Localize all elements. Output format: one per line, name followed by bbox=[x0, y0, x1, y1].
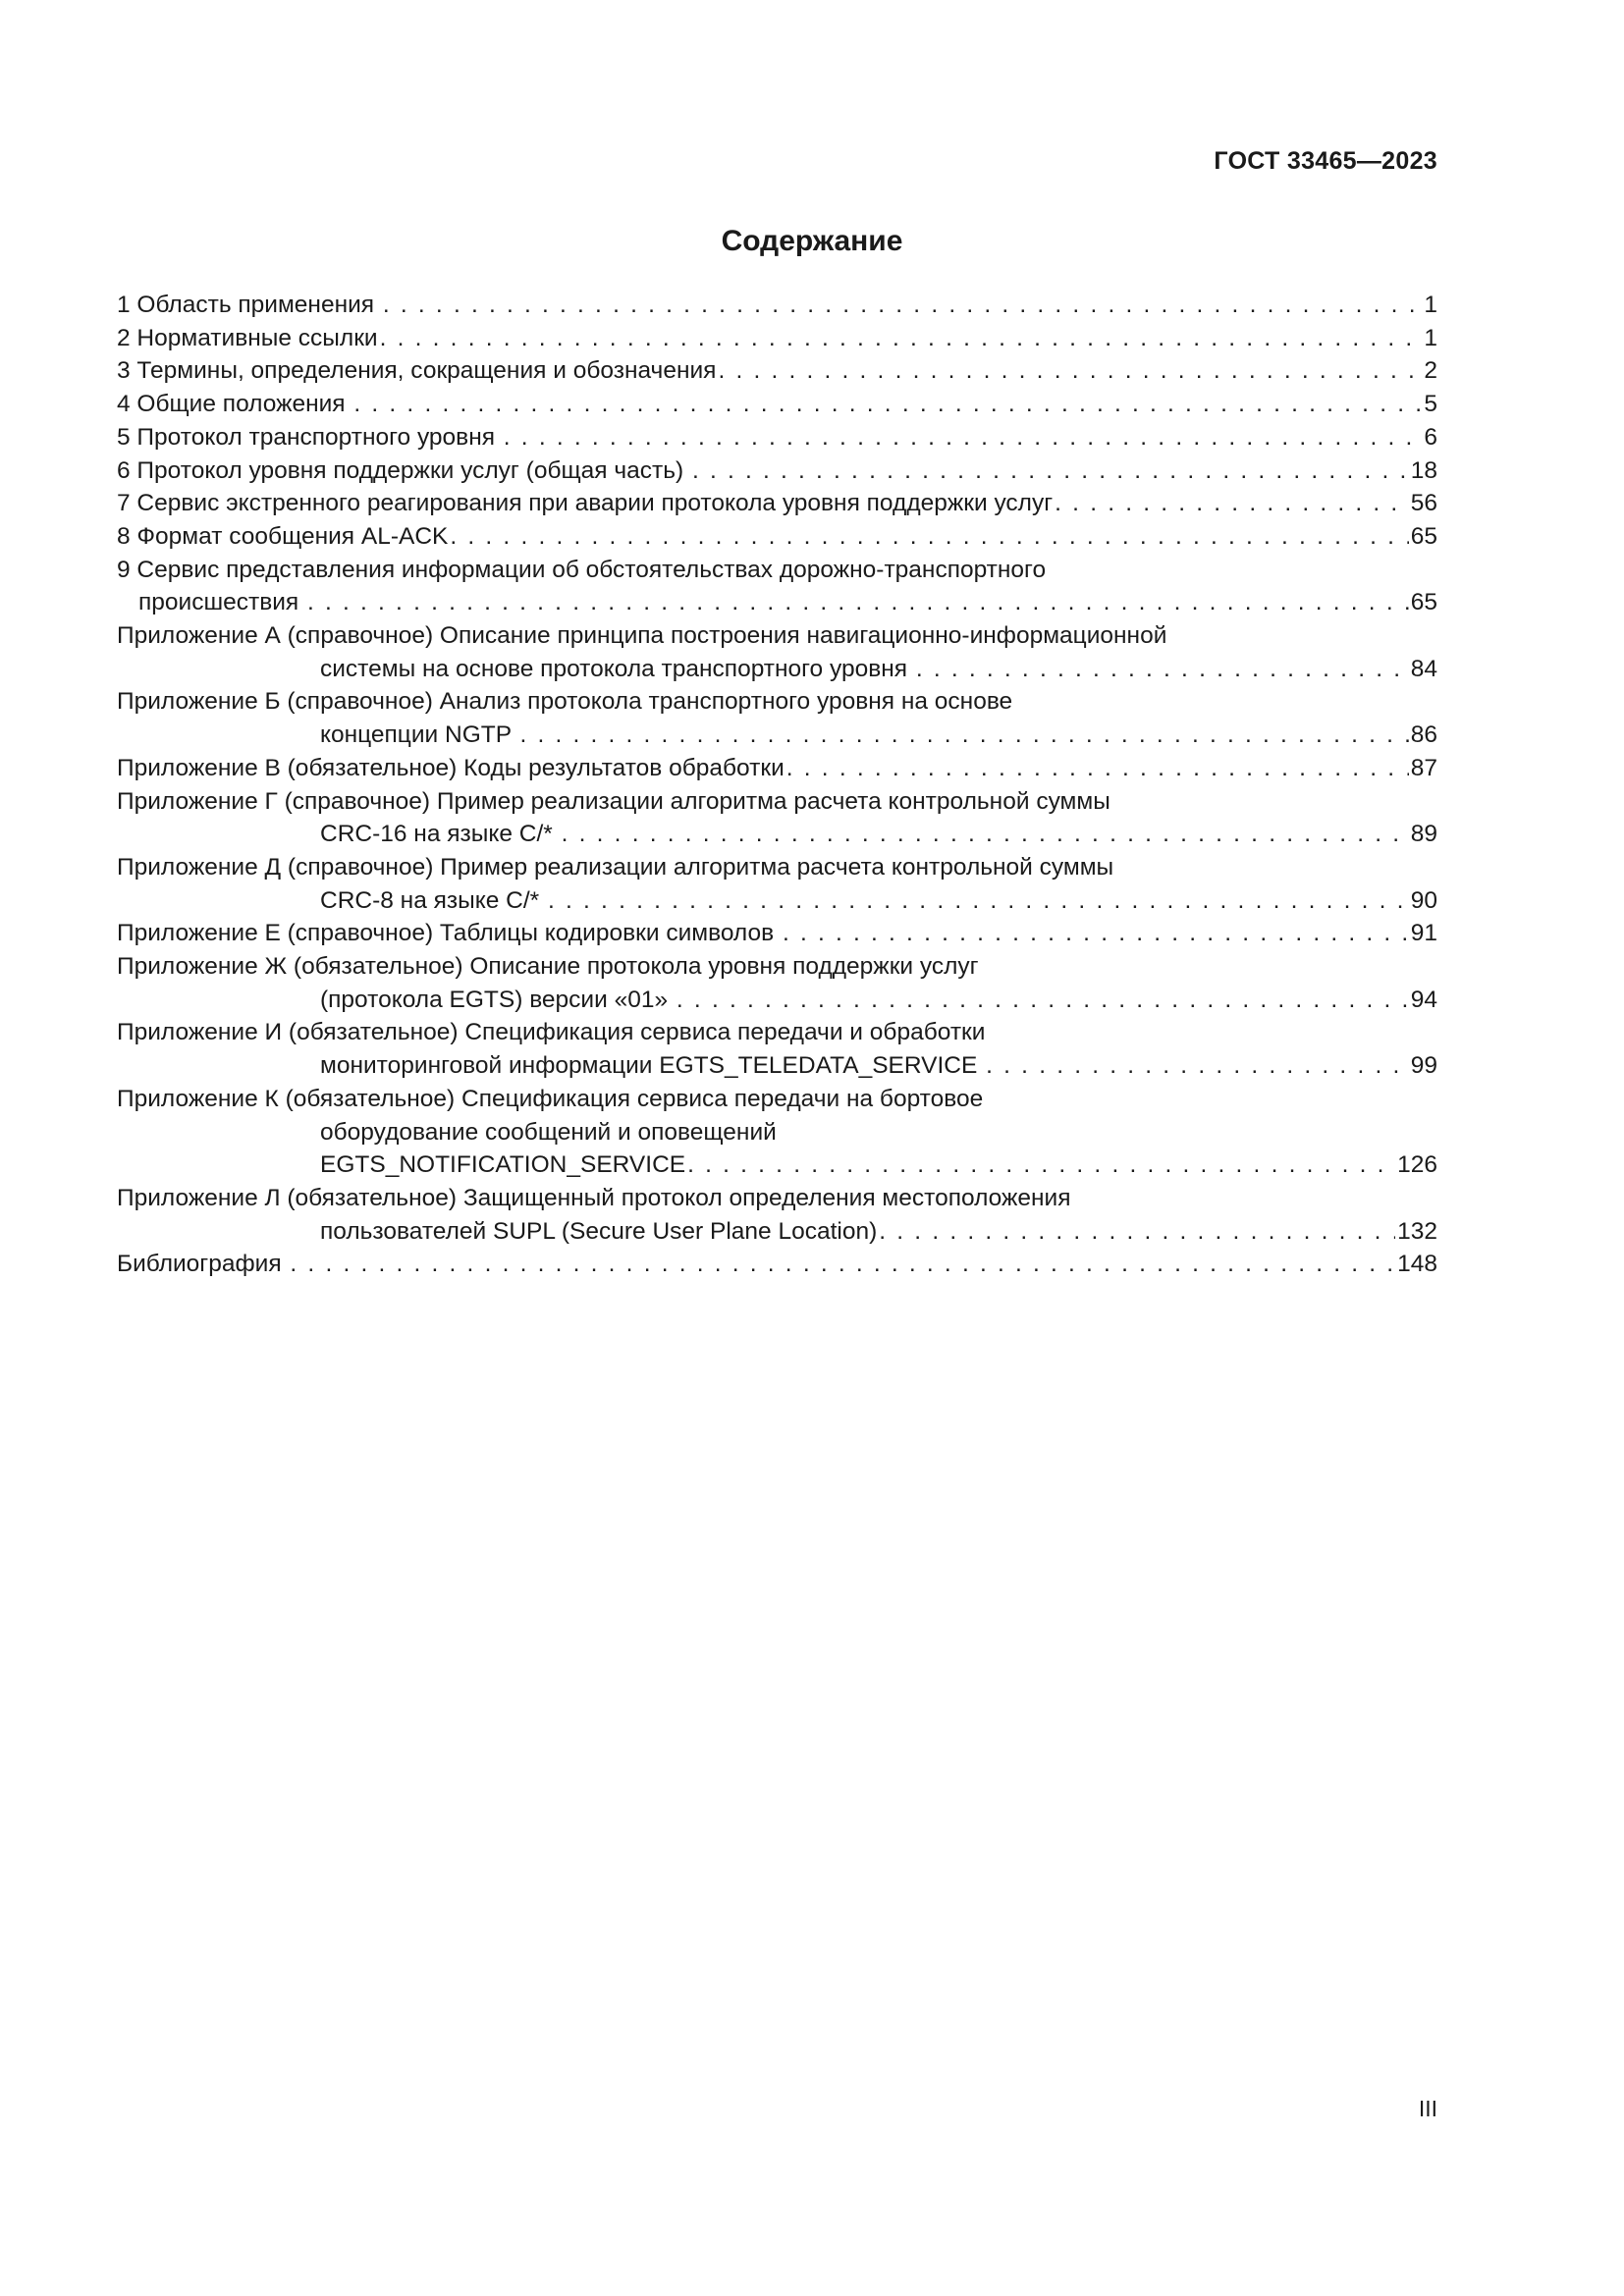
toc-leader-dots bbox=[450, 520, 1408, 554]
toc-entry-page: 89 bbox=[1410, 821, 1437, 848]
toc-leader-dots bbox=[677, 984, 1409, 1017]
toc-entry[interactable] bbox=[117, 917, 1437, 950]
toc-entry-title: Приложение И (обязательное) Спецификация сервиса передачи и обработки bbox=[117, 1019, 986, 1046]
toc-entry-line bbox=[117, 1083, 1437, 1116]
toc-leader-dots bbox=[692, 454, 1409, 488]
toc-entry-title: 7 Сервис экстренного реагирования при аварии протокола уровня поддержки услуг bbox=[117, 490, 1054, 517]
toc-entry-page: 86 bbox=[1410, 721, 1437, 749]
toc-entry-line bbox=[117, 487, 1437, 520]
toc-entry-line bbox=[117, 884, 1437, 918]
toc-leader-dots bbox=[687, 1148, 1395, 1182]
toc-entry-title: Приложение Д (справочное) Пример реализации алгоритма расчета контрольной суммы bbox=[117, 853, 1114, 881]
toc-entry[interactable] bbox=[117, 520, 1437, 554]
toc-entry[interactable] bbox=[117, 950, 1437, 1016]
toc-entry-title: концепции NGTP bbox=[320, 721, 518, 749]
toc-entry-line bbox=[117, 1016, 1437, 1049]
toc-entry-page: 84 bbox=[1410, 655, 1437, 682]
toc-entry[interactable] bbox=[117, 388, 1437, 421]
toc-entry-line bbox=[117, 950, 1437, 984]
toc-leader-dots bbox=[383, 289, 1422, 322]
toc-entry-line bbox=[117, 1182, 1437, 1215]
toc-leader-dots bbox=[986, 1049, 1409, 1083]
toc-leader-dots bbox=[1055, 487, 1409, 520]
page-number: III bbox=[1418, 2096, 1437, 2121]
toc-entry[interactable] bbox=[117, 421, 1437, 454]
toc-entry-page: 18 bbox=[1410, 456, 1437, 484]
toc-title: Содержание bbox=[721, 225, 903, 257]
toc-entry-line bbox=[117, 520, 1437, 554]
toc-entry[interactable] bbox=[117, 354, 1437, 388]
toc-entry-title: CRC-8 на языке С/* bbox=[320, 886, 547, 914]
toc-entry-line bbox=[117, 1148, 1437, 1182]
toc-entry-title: Приложение Е (справочное) Таблицы кодировки символов bbox=[117, 920, 781, 947]
toc-leader-dots bbox=[353, 388, 1422, 421]
toc-entry[interactable] bbox=[117, 454, 1437, 488]
toc-entry-line bbox=[117, 289, 1437, 322]
toc-leader-dots bbox=[519, 719, 1408, 752]
toc-entry-title: (протокола EGTS) версии «01» bbox=[320, 986, 675, 1013]
toc-entry-title: 2 Нормативные ссылки bbox=[117, 324, 378, 351]
toc-entry-page: 56 bbox=[1410, 490, 1437, 517]
toc-entry-title: CRC-16 на языке С/* bbox=[320, 821, 560, 848]
toc-entry-page: 99 bbox=[1410, 1052, 1437, 1080]
toc-entry[interactable] bbox=[117, 685, 1437, 751]
toc-entry-title: 8 Формат сообщения AL-ACK bbox=[117, 522, 449, 550]
toc-entry-line bbox=[117, 1215, 1437, 1249]
toc-entry-title: Приложение К (обязательное) Спецификация сервиса передачи на бортовое bbox=[117, 1085, 984, 1112]
toc-entry-page: 6 bbox=[1424, 423, 1437, 451]
toc-entry-line bbox=[117, 388, 1437, 421]
toc-leader-dots bbox=[548, 884, 1409, 918]
toc-entry-line bbox=[117, 421, 1437, 454]
toc-entry-page: 65 bbox=[1410, 522, 1437, 550]
toc-entry-line bbox=[117, 1049, 1437, 1083]
toc-entry-title: Приложение Ж (обязательное) Описание протокола уровня поддержки услуг bbox=[117, 953, 979, 981]
toc-entry-page: 1 bbox=[1424, 324, 1437, 351]
toc-entry-title: Приложение В (обязательное) Коды результатов обработки bbox=[117, 754, 785, 781]
toc-leader-dots bbox=[380, 322, 1423, 355]
toc-entry-line bbox=[117, 354, 1437, 388]
toc-entry-page: 5 bbox=[1424, 391, 1437, 418]
toc-entry-page: 87 bbox=[1410, 754, 1437, 781]
toc-entry-line bbox=[117, 619, 1437, 653]
toc-entry-title: 9 Сервис представления информации об обстоятельствах дорожно-транспортного bbox=[117, 556, 1047, 583]
toc-entry-line bbox=[117, 818, 1437, 851]
toc-leader-dots bbox=[916, 653, 1409, 686]
toc-entry-page: 126 bbox=[1397, 1151, 1437, 1179]
toc-entry-title: 4 Общие положения bbox=[117, 391, 352, 418]
toc-entry-line bbox=[117, 1116, 1437, 1149]
toc-entry-line bbox=[117, 785, 1437, 819]
toc-entry-line bbox=[117, 653, 1437, 686]
toc-entry-title: происшествия bbox=[138, 589, 305, 616]
toc-entry-line bbox=[117, 554, 1437, 587]
toc-entry-title: Приложение А (справочное) Описание принципа построения навигационно-информационной bbox=[117, 622, 1167, 650]
toc-entry-title: 6 Протокол уровня поддержки услуг (общая часть) bbox=[117, 456, 690, 484]
table-of-contents bbox=[117, 289, 1437, 1281]
toc-entry-title: 3 Термины, определения, сокращения и обозначения bbox=[117, 357, 717, 385]
toc-entry[interactable] bbox=[117, 1016, 1437, 1082]
toc-entry-title: 5 Протокол транспортного уровня bbox=[117, 423, 502, 451]
toc-entry-page: 132 bbox=[1397, 1217, 1437, 1245]
toc-entry[interactable] bbox=[117, 1083, 1437, 1182]
toc-leader-dots bbox=[879, 1215, 1395, 1249]
toc-entry-page: 91 bbox=[1410, 920, 1437, 947]
toc-entry-line bbox=[117, 1248, 1437, 1281]
toc-entry-title: Библиография bbox=[117, 1251, 289, 1278]
toc-entry-line bbox=[117, 719, 1437, 752]
toc-entry[interactable] bbox=[117, 1182, 1437, 1248]
toc-entry[interactable] bbox=[117, 322, 1437, 355]
toc-entry-title: пользователей SUPL (Secure User Plane Location) bbox=[320, 1217, 878, 1245]
toc-entry[interactable] bbox=[117, 289, 1437, 322]
toc-leader-dots bbox=[290, 1248, 1395, 1281]
toc-entry-title: системы на основе протокола транспортного уровня bbox=[320, 655, 914, 682]
toc-entry-line bbox=[117, 984, 1437, 1017]
toc-entry-line bbox=[117, 685, 1437, 719]
toc-entry-title: EGTS_NOTIFICATION_SERVICE bbox=[320, 1151, 686, 1179]
toc-entry-line bbox=[117, 322, 1437, 355]
toc-entry-line bbox=[117, 586, 1437, 619]
toc-entry[interactable] bbox=[117, 785, 1437, 851]
toc-entry-title: Приложение Г (справочное) Пример реализации алгоритма расчета контрольной суммы bbox=[117, 787, 1110, 815]
toc-leader-dots bbox=[562, 818, 1409, 851]
toc-entry-title: Приложение Б (справочное) Анализ протокола транспортного уровня на основе bbox=[117, 688, 1013, 716]
toc-entry-line bbox=[117, 752, 1437, 785]
toc-entry-page: 2 bbox=[1424, 357, 1437, 385]
toc-entry-title: оборудование сообщений и оповещений bbox=[320, 1118, 777, 1146]
toc-leader-dots bbox=[307, 586, 1409, 619]
toc-entry[interactable] bbox=[117, 1248, 1437, 1281]
toc-entry-line bbox=[117, 454, 1437, 488]
toc-entry[interactable] bbox=[117, 554, 1437, 619]
toc-entry-title: 1 Область применения bbox=[117, 292, 381, 318]
toc-entry-page: 148 bbox=[1397, 1251, 1437, 1278]
toc-entry[interactable] bbox=[117, 619, 1437, 685]
toc-leader-dots bbox=[504, 421, 1423, 454]
toc-entry-line bbox=[117, 917, 1437, 950]
toc-entry-line bbox=[117, 851, 1437, 884]
document-code: ГОСТ 33465—2023 bbox=[1214, 147, 1437, 175]
toc-entry[interactable] bbox=[117, 487, 1437, 520]
toc-entry-title: мониторинговой информации EGTS_TELEDATA_SERVICE bbox=[320, 1052, 985, 1080]
toc-entry-page: 94 bbox=[1410, 986, 1437, 1013]
toc-leader-dots bbox=[783, 917, 1409, 950]
toc-entry[interactable] bbox=[117, 851, 1437, 917]
toc-entry-page: 90 bbox=[1410, 886, 1437, 914]
toc-leader-dots bbox=[786, 752, 1409, 785]
toc-entry-title: Приложение Л (обязательное) Защищенный протокол определения местоположения bbox=[117, 1184, 1071, 1211]
toc-entry-page: 65 bbox=[1410, 589, 1437, 616]
toc-leader-dots bbox=[718, 354, 1422, 388]
toc-entry-page: 1 bbox=[1424, 292, 1437, 318]
toc-entry[interactable] bbox=[117, 752, 1437, 785]
